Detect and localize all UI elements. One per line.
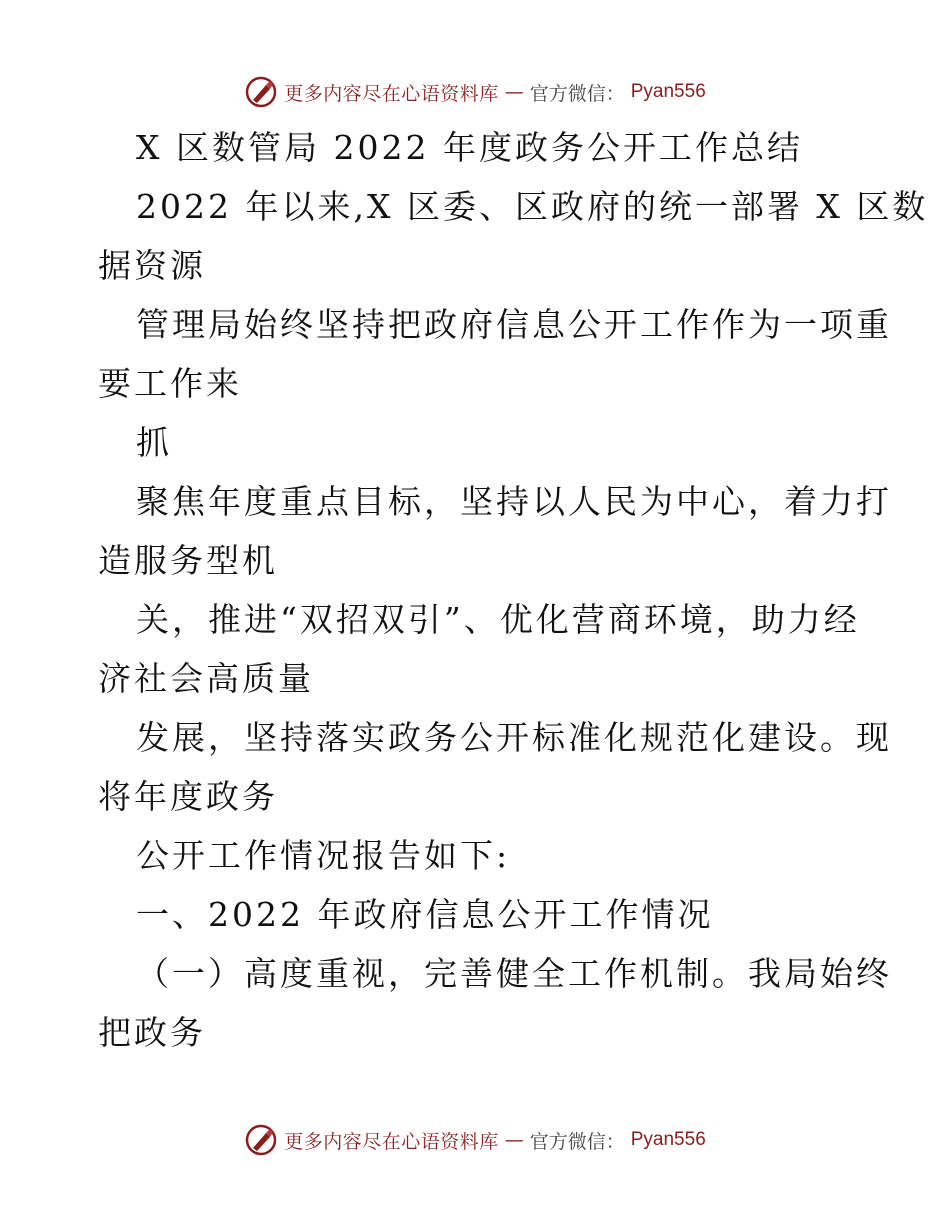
text-line: 管理局始终坚持把政府信息公开工作作为一项重 (136, 305, 892, 344)
header-watermark-banner (0, 72, 950, 112)
wechat-label: 官方微信： (529, 82, 625, 105)
wechat-label: 官方微信： (529, 1130, 625, 1153)
text-line: （一）高度重视，完善健全工作机制。我局始终 (136, 954, 892, 993)
site-name: 更多内容尽在心语资料库 (284, 82, 499, 105)
text-line: 造服务型机 (98, 541, 278, 580)
pen-nib-logo-icon (244, 1123, 278, 1157)
wechat-id: Pyan556 (630, 1129, 706, 1150)
text-line: X 区数管局 2022 年度政务公开工作总结 (136, 128, 803, 167)
text-line: 关，推进“双招双引”、优化营商环境，助力经 (136, 600, 860, 639)
text-line: 发展，坚持落实政务公开标准化规范化建设。现 (136, 718, 892, 757)
text-line: 济社会高质量 (98, 659, 314, 698)
text-line: 将年度政务 (98, 777, 278, 816)
document-body (98, 118, 929, 1062)
text-line: 把政务 (98, 1013, 206, 1052)
site-name: 更多内容尽在心语资料库 (284, 1130, 499, 1153)
text-line: 要工作来 (98, 364, 242, 403)
footer-watermark-banner (0, 1120, 950, 1160)
text-line: 抓 (136, 423, 172, 462)
pen-nib-logo-icon (244, 75, 278, 109)
separator-dash: — (504, 1129, 524, 1151)
text-line: 2022 年以来,X 区委、区政府的统一部署 X 区数 (136, 187, 929, 226)
text-line: 据资源 (98, 246, 206, 285)
wechat-id: Pyan556 (630, 81, 706, 102)
separator-dash: — (504, 81, 524, 103)
text-line: 公开工作情况报告如下: (136, 836, 511, 875)
text-line: 一、2022 年政府信息公开工作情况 (136, 895, 714, 934)
text-line: 聚焦年度重点目标，坚持以人民为中心，着力打 (136, 482, 892, 521)
